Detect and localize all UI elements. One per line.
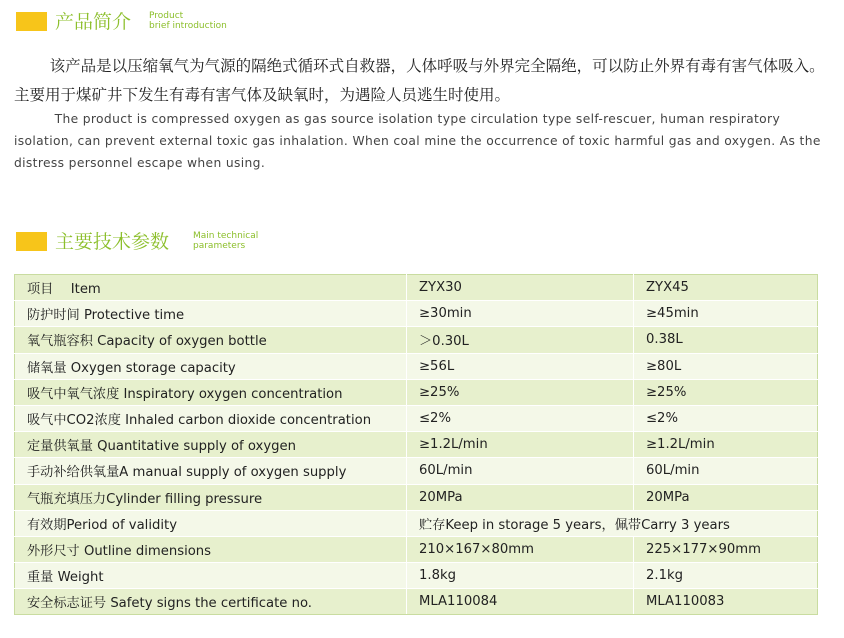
table-row	[15, 432, 818, 458]
table-row	[15, 563, 818, 589]
row-zyx30: 60L/min	[407, 458, 634, 484]
row-item: 气瓶充填压力Cylinder filling pressure	[15, 484, 407, 510]
row-zyx30: 20MPa	[407, 484, 634, 510]
specs-title-en-line1: Main technical	[193, 231, 259, 241]
header-zyx45: ZYX45	[634, 275, 818, 301]
row-item: 安全标志证号 Safety signs the certificate no.	[15, 589, 407, 615]
row-item: 吸气中CO2浓度 Inhaled carbon dioxide concentration	[15, 405, 407, 431]
row-zyx45: ≤2%	[634, 405, 818, 431]
row-item: 储氧量 Oxygen storage capacity	[15, 353, 407, 379]
row-zyx30: ≥30min	[407, 301, 634, 327]
row-zyx45: MLA110083	[634, 589, 818, 615]
row-item: 吸气中氧气浓度 Inspiratory oxygen concentration	[15, 379, 407, 405]
heading-accent-bar	[16, 12, 47, 31]
row-zyx45: ≥45min	[634, 301, 818, 327]
row-zyx30: ≤2%	[407, 405, 634, 431]
table-row	[15, 484, 818, 510]
row-zyx45: 225×177×90mm	[634, 536, 818, 562]
row-zyx30: 1.8kg	[407, 563, 634, 589]
row-item: 手动补给供氧量A manual supply of oxygen supply	[15, 458, 407, 484]
row-zyx30: ≥25%	[407, 379, 634, 405]
row-zyx30: MLA110084	[407, 589, 634, 615]
row-zyx45: 0.38L	[634, 327, 818, 353]
table-row	[15, 536, 818, 562]
intro-title-en	[149, 11, 227, 31]
intro-text-zh: 该产品是以压缩氧气为气源的隔绝式循环式自救器，人体呼吸与外界完全隔绝，可以防止外界有毒有害气体吸入。主要用于煤矿井下发生有毒有害气体及缺氧时，为遇险人员逃生时使用。	[14, 57, 825, 104]
row-item: 重量 Weight	[15, 563, 407, 589]
row-item: 防护时间 Protective time	[15, 301, 407, 327]
row-item: 氧气瓶容积 Capacity of oxygen bottle	[15, 327, 407, 353]
row-zyx30: ≥1.2L/min	[407, 432, 634, 458]
specs-title-en-line2: parameters	[193, 241, 246, 251]
row-item: 定量供氧量 Quantitative supply of oxygen	[15, 432, 407, 458]
specs-title-zh: 主要技术参数	[55, 231, 170, 253]
row-zyx30: ＞0.30L	[407, 327, 634, 353]
table-header-row	[15, 275, 818, 301]
row-zyx45: ≥25%	[634, 379, 818, 405]
row-zyx30: ≥56L	[407, 353, 634, 379]
row-zyx45: ≥1.2L/min	[634, 432, 818, 458]
row-zyx45: 20MPa	[634, 484, 818, 510]
table-row	[15, 458, 818, 484]
intro-title-en-line1: Product	[149, 11, 184, 21]
table-row	[15, 589, 818, 615]
table-row	[15, 301, 818, 327]
row-zyx45: ≥80L	[634, 353, 818, 379]
spec-table	[14, 274, 818, 615]
row-item: 有效期Period of validity	[15, 510, 407, 536]
row-zyx30: 210×167×80mm	[407, 536, 634, 562]
intro-title-zh: 产品简介	[55, 11, 132, 33]
table-row	[15, 405, 818, 431]
table-row	[15, 327, 818, 353]
table-row	[15, 510, 818, 536]
table-row	[15, 353, 818, 379]
row-merged-value: 贮存Keep in storage 5 years，佩带Carry 3 years	[407, 510, 818, 536]
row-item: 外形尺寸 Outline dimensions	[15, 536, 407, 562]
heading-accent-bar	[16, 232, 47, 251]
row-zyx45: 60L/min	[634, 458, 818, 484]
header-zyx30: ZYX30	[407, 275, 634, 301]
intro-title-en-line2: brief introduction	[149, 21, 227, 31]
row-zyx45: 2.1kg	[634, 563, 818, 589]
spec-table-body	[15, 275, 818, 615]
header-item: 项目 Item	[15, 275, 407, 301]
table-row	[15, 379, 818, 405]
specs-title-en	[193, 231, 258, 251]
intro-text-en: The product is compressed oxygen as gas source isolation type circulation type self-rescuer, human respiratory isolation, can prevent external toxic gas inhalation. When coal mine the occurrence of toxic harmful gas and oxygen. As the distress personnel escape when using.	[14, 112, 821, 170]
